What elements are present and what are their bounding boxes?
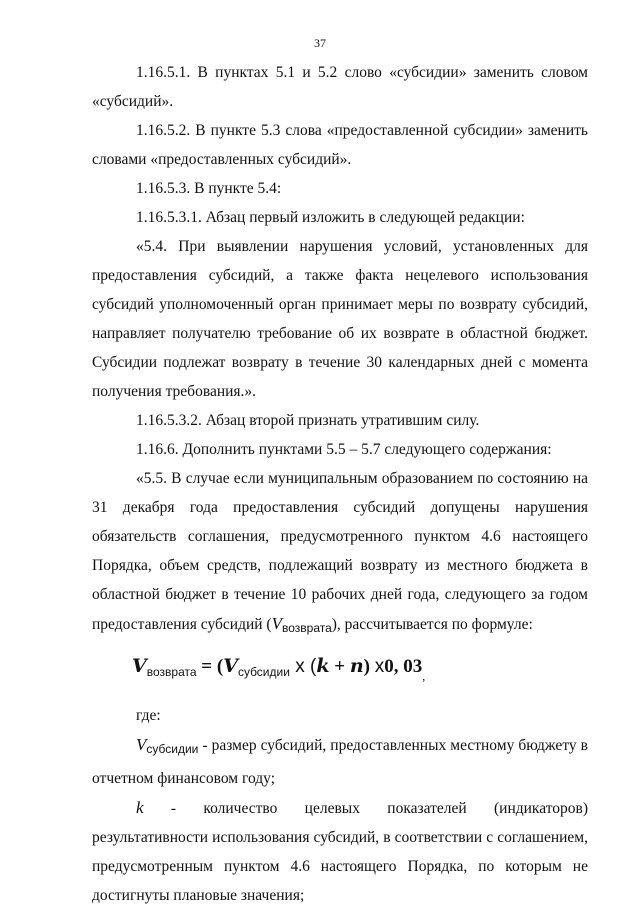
paragraph-1-16-6: 1.16.6. Дополнить пунктами 5.5 – 5.7 следующего содержания: [136,441,552,458]
formula-v-subsidy: V [223,655,238,677]
formula-eq: = ( [196,656,224,677]
formula-times-1: х ( [289,656,317,677]
paragraph-1-16-5-3-2: 1.16.5.3.2. Абзац второй признать утратившим силу. [136,412,480,429]
where-label: где: [136,707,161,724]
formula-sub-return: возврата [146,665,197,679]
paragraph-1-16-5-2: 1.16.5.2. В пункте 5.3 слова «предоставленной субсидии» заменить словами «предоставленных субсидий». [92,122,588,168]
definition-k [92,793,588,910]
formula-comma: , [422,669,426,683]
paragraph-5-5-quote [92,464,588,643]
var-v-return: V [271,614,282,633]
def-var-k: k [136,798,144,817]
paragraph-1-16-5-3-1: 1.16.5.3.1. Абзац первый изложить в следующей редакции: [136,209,525,226]
formula-k: k [316,655,330,677]
page-number: 37 [314,36,326,50]
document-body [92,58,588,910]
formula-n: n [349,655,364,677]
formula-plus: + [329,656,350,677]
formula-close: ) [363,656,375,677]
def-var-v-subscript: субсидии [146,742,199,756]
def-k-text: - количество целевых показателей (индикаторов) результативности использования субсидий, в соответствии с соглашением, предусмотренным пунктом 4.6 настоящего Порядка, по которым не достигнуты плановые значения; [92,800,588,904]
formula-sub-subsidy: субсидии [237,665,290,679]
formula-times-2: х [374,656,385,677]
paragraph-1-16-5-1: 1.16.5.1. В пунктах 5.1 и 5.2 слово «субсидии» заменить словом «субсидий». [92,64,588,110]
paragraph-1-16-5-3: 1.16.5.3. В пункте 5.4: [136,180,282,197]
return-formula [92,649,588,693]
paragraph-5-4-quote: «5.4. При выявлении нарушения условий, установленных для предоставления субсидий, а также факта нецелевого использования субсидий уполномоченный орган принимает меры по возврату субсидий, направляет получателю требование об их возврате в областной бюджет. Субсидии подлежат возврату в течение 30 календарных дней с момента получения требования.». [92,238,588,400]
paragraph-5-5-ending: ), рассчитывается по формуле: [331,616,533,633]
paragraph-5-5-text: «5.5. В случае если муниципальным образованием по состоянию на 31 декабря года предоставления субсидий допущены нарушения обязательств соглашения, предусмотренного пунктом 4.6 настоящего Порядка, объем средств, подлежащий возврату из местного бюджета в областной бюджет в течение 10 рабочих дней года, следующего за годом предоставления субсидий ( [92,470,588,633]
def-var-v: V [136,735,147,754]
formula-coefficient: 0, 03 [384,656,423,677]
def-v-text: - размер субсидий, предоставленных местному бюджету в отчетном финансовом году; [92,737,588,787]
definition-v-subsidy [92,730,588,793]
formula-v: V [132,655,147,677]
var-v-return-subscript: возврата [281,621,332,635]
